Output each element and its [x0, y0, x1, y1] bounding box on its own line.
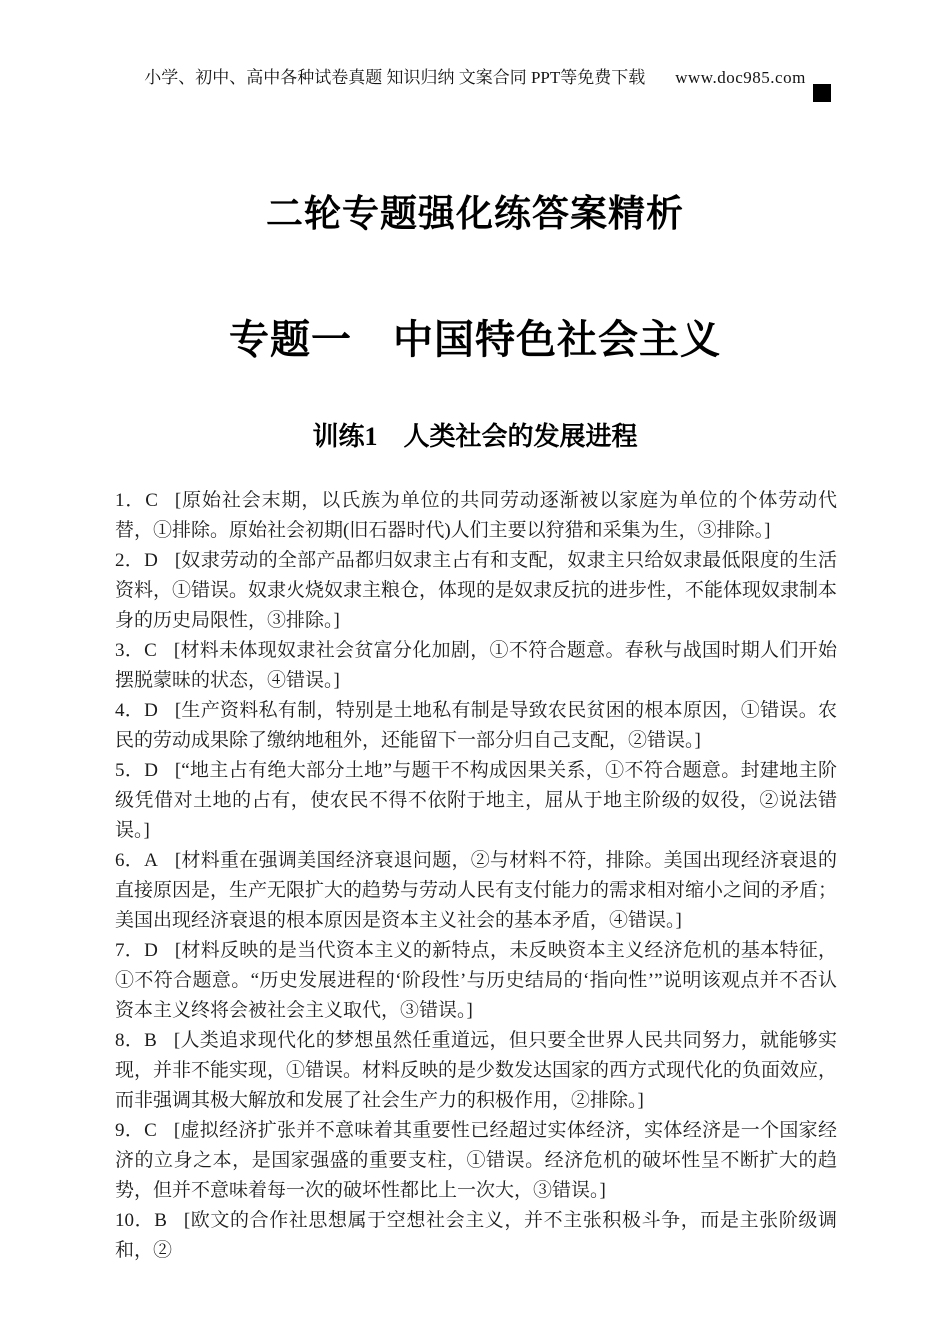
- answer-item: [115, 1026, 837, 1116]
- item-number-and-answer: 9．C: [115, 1120, 157, 1141]
- item-explanation: [材料重在强调美国经济衰退问题，②与材料不符，排除。美国出现经济衰退的直接原因是，生产无限扩大的趋势与劳动人民有支付能力的需求相对缩小之间的矛盾；美国出现经济衰退的根本原因是资本主义社会的基本矛盾，④错误。]: [115, 850, 838, 931]
- item-number-and-answer: 5．D: [115, 760, 158, 781]
- item-explanation: [奴隶劳动的全部产品都归奴隶主占有和支配，奴隶主只给奴隶最低限度的生活资料，①错误。奴隶火烧奴隶主粮仓，体现的是奴隶反抗的进步性，不能体现奴隶制本身的历史局限性，③排除。]: [115, 550, 838, 631]
- item-explanation: [原始社会末期，以氏族为单位的共同劳动逐渐被以家庭为单位的个体劳动代替，①排除。原始社会初期(旧石器时代)人们主要以狩猎和采集为生，③排除。]: [115, 490, 837, 541]
- item-explanation: [材料反映的是当代资本主义的新特点，未反映资本主义经济危机的基本特征，①不符合题意。“历史发展进程的‘阶段性’与历史结局的‘指向性’”说明该观点并不否认资本主义终将会被社会主义取代，③错误。]: [115, 940, 837, 1021]
- header-site-url: www.doc985.com: [675, 68, 806, 87]
- answer-item: [115, 546, 837, 636]
- item-number-and-answer: 4．D: [115, 700, 158, 721]
- answer-list: [115, 486, 837, 1266]
- item-number-and-answer: 1．C: [115, 490, 158, 511]
- answer-item: [115, 486, 837, 546]
- item-number-and-answer: 3．C: [115, 640, 157, 661]
- answer-item: [115, 846, 837, 936]
- answer-item: [115, 1206, 837, 1266]
- item-number-and-answer: 6．A: [115, 850, 158, 871]
- answer-item: [115, 1116, 837, 1206]
- item-number-and-answer: 10．B: [115, 1210, 167, 1231]
- item-explanation: [生产资料私有制，特别是土地私有制是导致农民贫困的根本原因，①错误。农民的劳动成果除了缴纳地租外，还能留下一部分归自己支配，②错误。]: [115, 700, 837, 751]
- item-explanation: [材料未体现奴隶社会贫富分化加剧，①不符合题意。春秋与战国时期人们开始摆脱蒙昧的状态，④错误。]: [115, 640, 837, 691]
- item-number-and-answer: 7．D: [115, 940, 158, 961]
- item-explanation: [人类追求现代化的梦想虽然任重道远，但只要全世界人民共同努力，就能够实现，并非不能实现，①错误。材料反映的是少数发达国家的西方式现代化的负面效应，而非强调其极大解放和发展了社会生产力的积极作用，②排除。]: [115, 1030, 838, 1111]
- corner-black-square: [813, 84, 831, 102]
- item-explanation: [“地主占有绝大部分土地”与题干不构成因果关系，①不符合题意。封建地主阶级凭借对土地的占有，使农民不得不依附于地主，屈从于地主阶级的奴役，②说法错误。]: [115, 760, 837, 841]
- item-number-and-answer: 2．D: [115, 550, 158, 571]
- item-explanation: [虚拟经济扩张并不意味着其重要性已经超过实体经济，实体经济是一个国家经济的立身之本，是国家强盛的重要支柱，①错误。经济危机的破坏性呈不断扩大的趋势，但并不意味着每一次的破坏性都比上一次大，③错误。]: [115, 1120, 837, 1201]
- answer-item: [115, 696, 837, 756]
- document-title: 二轮专题强化练答案精析: [266, 194, 684, 235]
- answer-item: [115, 636, 837, 696]
- topic-title: 专题一 中国特色社会主义: [229, 317, 721, 362]
- answer-item: [115, 936, 837, 1026]
- answer-item: [115, 756, 837, 846]
- header-promo-text: 小学、初中、高中各种试卷真题 知识归纳 文案合同 PPT等免费下载: [144, 68, 646, 87]
- item-explanation: [欧文的合作社思想属于空想社会主义，并不主张积极斗争，而是主张阶级调和，②: [115, 1210, 837, 1261]
- page-header: [0, 63, 950, 88]
- section-title: 训练1 人类社会的发展进程: [312, 422, 638, 451]
- item-number-and-answer: 8．B: [115, 1030, 157, 1051]
